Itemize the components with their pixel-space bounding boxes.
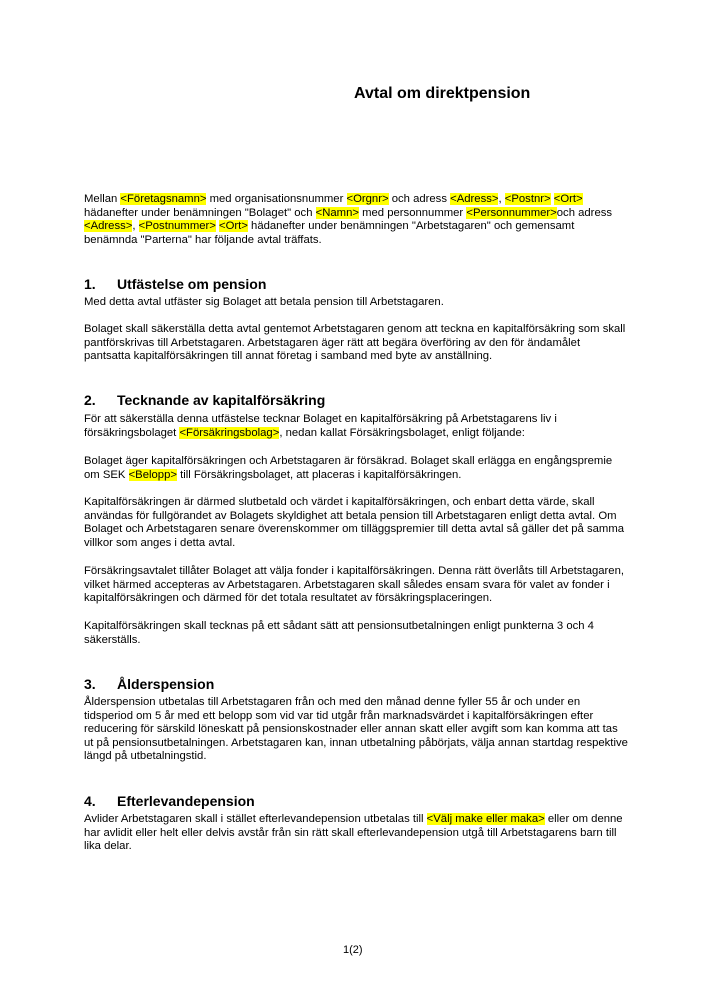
section-3-heading bbox=[84, 676, 214, 692]
text: Mellan bbox=[84, 193, 121, 205]
section-3-paragraph-1: Ålderspension utbetalas till Arbetstagaren från och med den månad denne fyller 55 år och under en tidsperiod om 5 år med ett belopp som vid var tid utgår från marknadsvärdet i kapitalförsäkringen efter reducering för särskild löneskatt på pensionskostnader eller annan skatt eller avgift som kan komma att tas ut på pensionsutbetalningen. Arbetstagaren kan, innan utbetalning påbörjats, välja annan startdag respektive längd på utbetalningstid. bbox=[84, 696, 628, 762]
section-title: Efterlevandepension bbox=[117, 793, 255, 809]
field-spouse[interactable]: <Välj make eller maka> bbox=[426, 813, 545, 825]
section-2-paragraph-2 bbox=[84, 455, 629, 482]
section-1-paragraph-1: Med detta avtal utfäster sig Bolaget att betala pension till Arbetstagaren. bbox=[84, 296, 444, 308]
section-1-heading bbox=[84, 276, 266, 292]
section-2-paragraph-3: Kapitalförsäkringen är därmed slutbetald och värdet i kapitalförsäkringen, och enbart detta värde, skall användas för fullgörandet av Bolagets skyldighet att betala pension till Arbetstagaren enligt detta avtal. Om Bolaget och Arbetstagaren senare överenskommer om tilläggspremier till detta avtal så gäller det på samma villkor som anges i detta avtal. bbox=[84, 496, 625, 549]
section-2-paragraph-1 bbox=[84, 413, 629, 440]
section-2-paragraph-5: Kapitalförsäkringen skall tecknas på ett sådant sätt att pensionsutbetalningen enligt punkterna 3 och 4 säkerställs. bbox=[84, 620, 594, 646]
intro-paragraph bbox=[84, 193, 629, 247]
section-number: 4. bbox=[84, 793, 96, 809]
page-number: 1(2) bbox=[343, 944, 363, 956]
field-amount[interactable]: <Belopp> bbox=[128, 468, 177, 481]
field-company-address[interactable]: <Adress> bbox=[450, 193, 499, 205]
text: och adress bbox=[556, 206, 613, 219]
text: Avlider Arbetstagaren skall i stället efterlevandepension utbetalas till bbox=[84, 813, 427, 825]
section-number: 1. bbox=[84, 276, 96, 292]
text: För att säkerställa denna utfästelse tecknar Bolaget en kapitalförsäkring på Arbetstagarens liv i försäkringsbolaget bbox=[84, 413, 557, 439]
field-insurance-company[interactable]: <Försäkringsbolag> bbox=[179, 426, 280, 439]
field-company-postnr[interactable]: <Postnr> bbox=[504, 193, 551, 205]
section-number: 2. bbox=[84, 392, 96, 408]
text: eller om denne har avlidit eller helt eller delvis avstår från sin rätt skall efterlevandepension utgå till Arbetstagarens barn till lika delar. bbox=[84, 813, 623, 852]
section-title: Utfästelse om pension bbox=[117, 276, 267, 292]
text: , bbox=[132, 220, 139, 232]
field-company-city[interactable]: <Ort> bbox=[553, 193, 583, 205]
field-employee-name[interactable]: <Namn> bbox=[315, 206, 359, 219]
text: hädanefter under benämningen "Bolaget" och bbox=[84, 206, 316, 219]
field-company-name[interactable]: <Företagsnamn> bbox=[120, 193, 207, 205]
text: med organisationsnummer bbox=[206, 193, 347, 205]
field-orgnr[interactable]: <Orgnr> bbox=[346, 193, 389, 205]
section-2-heading bbox=[84, 392, 325, 408]
field-employee-postnummer[interactable]: <Postnummer> bbox=[138, 220, 216, 232]
section-1-paragraph-2: Bolaget skall säkerställa detta avtal gentemot Arbetstagaren genom att teckna en kapitalförsäkring som skall pantförskrivas till Arbetstagaren. Arbetstagaren äger rätt att begära överföring av den för ändamålet pantsatta kapitalförsäkringen till annat företag i samband med byte av anställning. bbox=[84, 323, 626, 362]
section-4-heading bbox=[84, 793, 255, 809]
field-employee-city[interactable]: <Ort> bbox=[219, 220, 248, 232]
field-personnummer[interactable]: <Personnummer> bbox=[466, 206, 557, 219]
text: , nedan kallat Försäkringsbolaget, enligt följande: bbox=[279, 426, 525, 439]
field-employee-address[interactable]: <Adress> bbox=[84, 220, 133, 232]
text: och adress bbox=[388, 193, 451, 205]
section-title: Ålderspension bbox=[117, 676, 215, 692]
section-number: 3. bbox=[84, 676, 96, 692]
document-title: Avtal om direktpension bbox=[354, 85, 531, 102]
text: med personnummer bbox=[358, 206, 467, 219]
section-4-paragraph-1 bbox=[84, 813, 629, 854]
text: hädanefter under benämningen "Arbetstagaren" och gemensamt benämnda "Parterna" har följande avtal träffats. bbox=[84, 220, 575, 246]
text: , bbox=[498, 193, 505, 205]
text: till Försäkringsbolaget, att placeras i kapitalförsäkringen. bbox=[176, 468, 462, 481]
section-title: Tecknande av kapitalförsäkring bbox=[117, 392, 326, 408]
text: Bolaget äger kapitalförsäkringen och Arbetstagaren är försäkrad. Bolaget skall erlägga en engångspremie om SEK bbox=[84, 455, 613, 481]
section-2-paragraph-4: Försäkringsavtalet tillåter Bolaget att välja fonder i kapitalförsäkringen. Denna rätt överlåts till Arbetstagaren, vilket härmed accepteras av Arbetstagaren. Arbetstagaren skall således ensam svara för valet av fonder i kapitalförsäkringen och därmed för det totala resultatet av försäkringsplaceringen. bbox=[84, 565, 625, 604]
